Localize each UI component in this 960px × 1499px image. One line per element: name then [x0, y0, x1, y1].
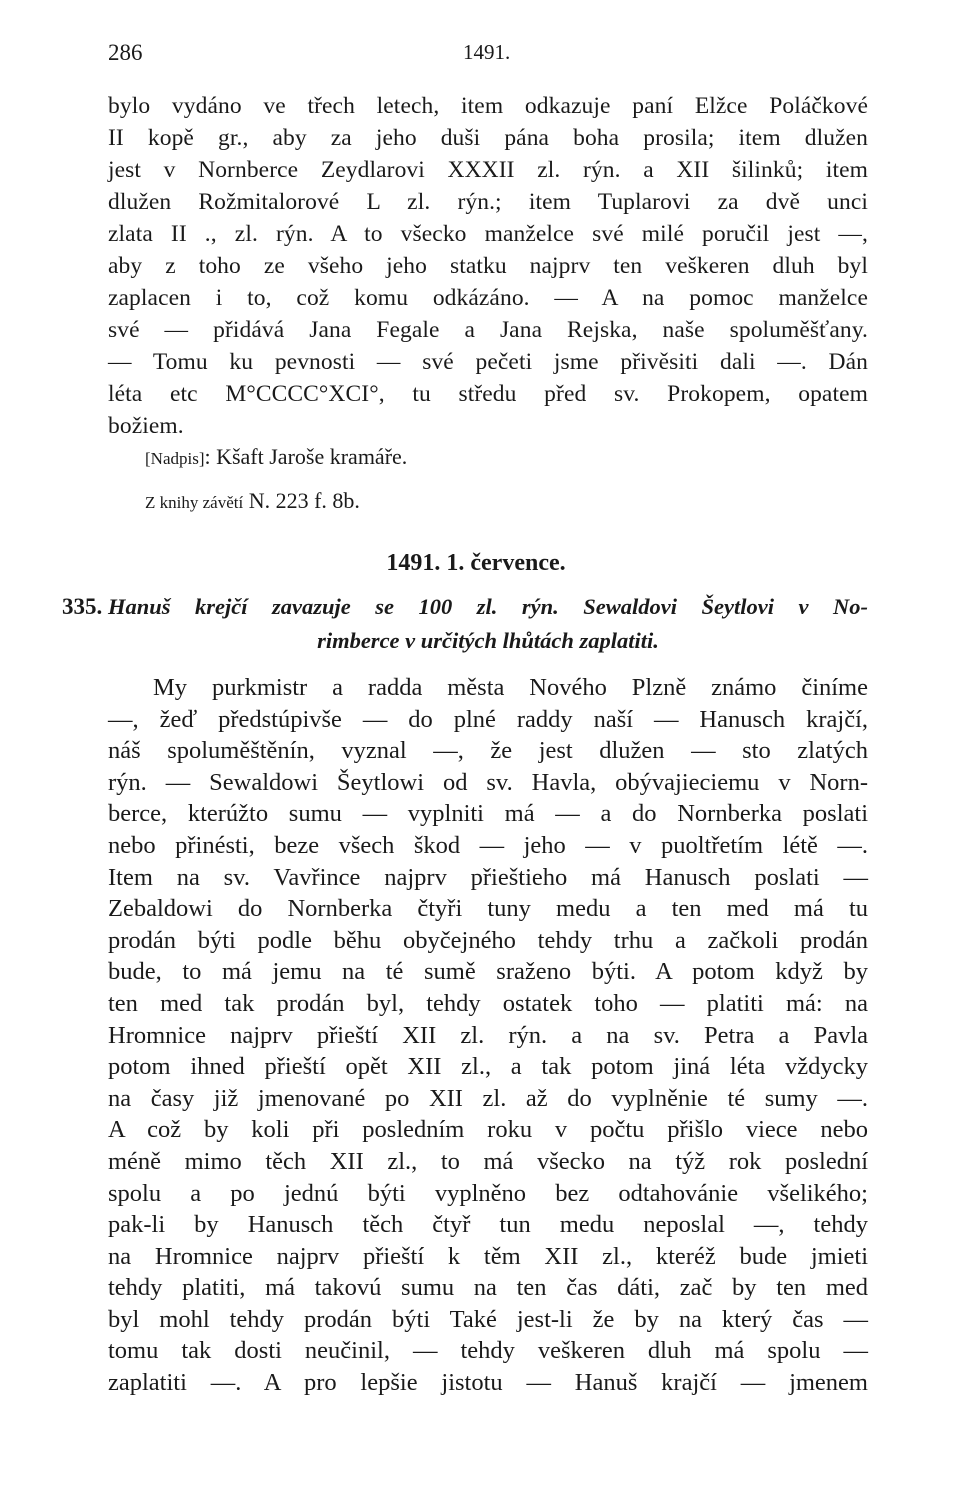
text-line: potom ihned přieští opět XII zl., a tak potom jiná léta vždycky	[108, 1053, 868, 1081]
text-line: jest v Nornberce Zeydlarovi XXXII zl. rýn. a XII šilinků; item	[108, 157, 868, 183]
source-label: Z knihy závětí	[145, 493, 244, 512]
text-line: prodán býti podle běhu obyčejného tehdy trhu a začkoli prodán	[108, 926, 868, 954]
text-line: zlata II ., zl. rýn. A to všecko manželce své milé poručil jest —,	[108, 221, 868, 247]
source-reference: N. 223 f. 8b.	[248, 488, 360, 513]
text-line: Item na sv. Vavřince najprv přieštieho má Hanusch poslati —	[108, 863, 868, 891]
running-head: 1491.	[463, 40, 511, 64]
text-line: zaplacen i to, což komu odkázáno. — A na pomoc manželce	[108, 285, 868, 311]
text-line: bude, to má jemu na té sumě sraženo býti. A potom když by	[108, 958, 868, 986]
nadpis-label: [Nadpis]	[145, 449, 205, 468]
text-line: tomu tak dosti neučinil, — tehdy veškeren dluh má spolu —	[108, 1337, 868, 1365]
regest-line: Hanuš krejčí zavazuje se 100 zl. rýn. Sewaldovi Šeytlovi v No-	[108, 594, 868, 619]
intro-paragraph	[108, 90, 868, 442]
text-line: —, žeď předstúpivše — do plné raddy naší — Hanusch krajčí,	[108, 705, 868, 733]
text-line: zaplatiti —. A pro lepšie jistotu — Hanuš krajčí — jmenem	[108, 1369, 868, 1397]
entry-number: 335.	[62, 594, 103, 619]
text-line: bylo vydáno ve třech letech, item odkazuje paní Elžce Poláčkové	[108, 93, 868, 119]
text-line: tehdy platiti, má takovú sumu na ten čas dáti, zač by ten med	[108, 1274, 868, 1302]
text-line: II kopě gr., aby za jeho duši pána boha prosila; item dlužen	[108, 125, 868, 151]
text-line: berce, kterúžto sumu — vyplniti má — a do Nornberka poslati	[108, 800, 868, 828]
text-line: dlužen Rožmitalorové L zl. rýn.; item Tuplarovi za dvě unci	[108, 189, 868, 215]
text-line: aby z toho ze všeho jeho statku najprv ten veškeren dluh byl	[108, 253, 868, 279]
page-header	[108, 40, 868, 70]
page-number: 286	[108, 40, 143, 65]
text-line: rýn. — Sewaldowi Šeytlowi od sv. Havla, obývajieciemu v Norn-	[108, 768, 868, 796]
text-line: léta etc M°CCCC°XCI°, tu středu před sv. Prokopem, opatem	[108, 381, 868, 407]
text-line: své — přidává Jana Fegale a Jana Rejska, naše spoluměšťany.	[108, 317, 868, 343]
text-line: spolu a po jednú býti vyplněno bez odtahovánie všelikého;	[108, 1179, 868, 1207]
text-line: A což by koli při posledním roku v počtu přišlo viece nebo	[108, 1116, 868, 1144]
text-line: Zebaldowi do Nornberka čtyři tuny medu a ten med má tu	[108, 895, 868, 923]
source-note	[145, 488, 360, 514]
text-line: byl mohl tehdy prodán býti Také jest-li že by na který čas —	[108, 1305, 868, 1333]
entry-body	[108, 672, 868, 1399]
text-line: pak-li by Hanusch těch čtyř tun medu neposlal —, tehdy	[108, 1211, 868, 1239]
text-line: na Hromnice najprv přieští k těm XII zl., kteréž bude jmieti	[108, 1242, 868, 1270]
text-line: — Tomu ku pevnosti — své pečeti jsme přivěsiti dali —. Dán	[108, 349, 868, 375]
regest-line: rimberce v určitých lhůtách zaplatiti.	[317, 628, 659, 653]
text-line: božiem.	[108, 413, 184, 439]
text-line: ten med tak prodán byl, tehdy ostatek toho — platiti má: na	[108, 989, 868, 1017]
text-line: My purkmistr a radda města Nového Plzně známo činíme	[153, 674, 868, 701]
text-line: méně mimo těch XII zl., to má všecko na týž rok poslední	[108, 1147, 868, 1175]
text-line: Hromnice najprv přieští XII zl. rýn. a na sv. Petra a Pavla	[108, 1021, 868, 1049]
heading-note	[145, 444, 407, 470]
nadpis-text: : Kšaft Jaroše kramáře.	[204, 444, 408, 469]
entry-date-heading: 1491. 1. července.	[386, 550, 566, 576]
text-line: na časy již jmenované po XII zl. až do vyplněnie té sumy —.	[108, 1084, 868, 1112]
text-line: nebo přinésti, beze všech škod — jeho — v puoltřetím létě —.	[108, 831, 868, 859]
text-line: náš spoluměštěnín, vyznal —, že jest dlužen — sto zlatých	[108, 737, 868, 765]
